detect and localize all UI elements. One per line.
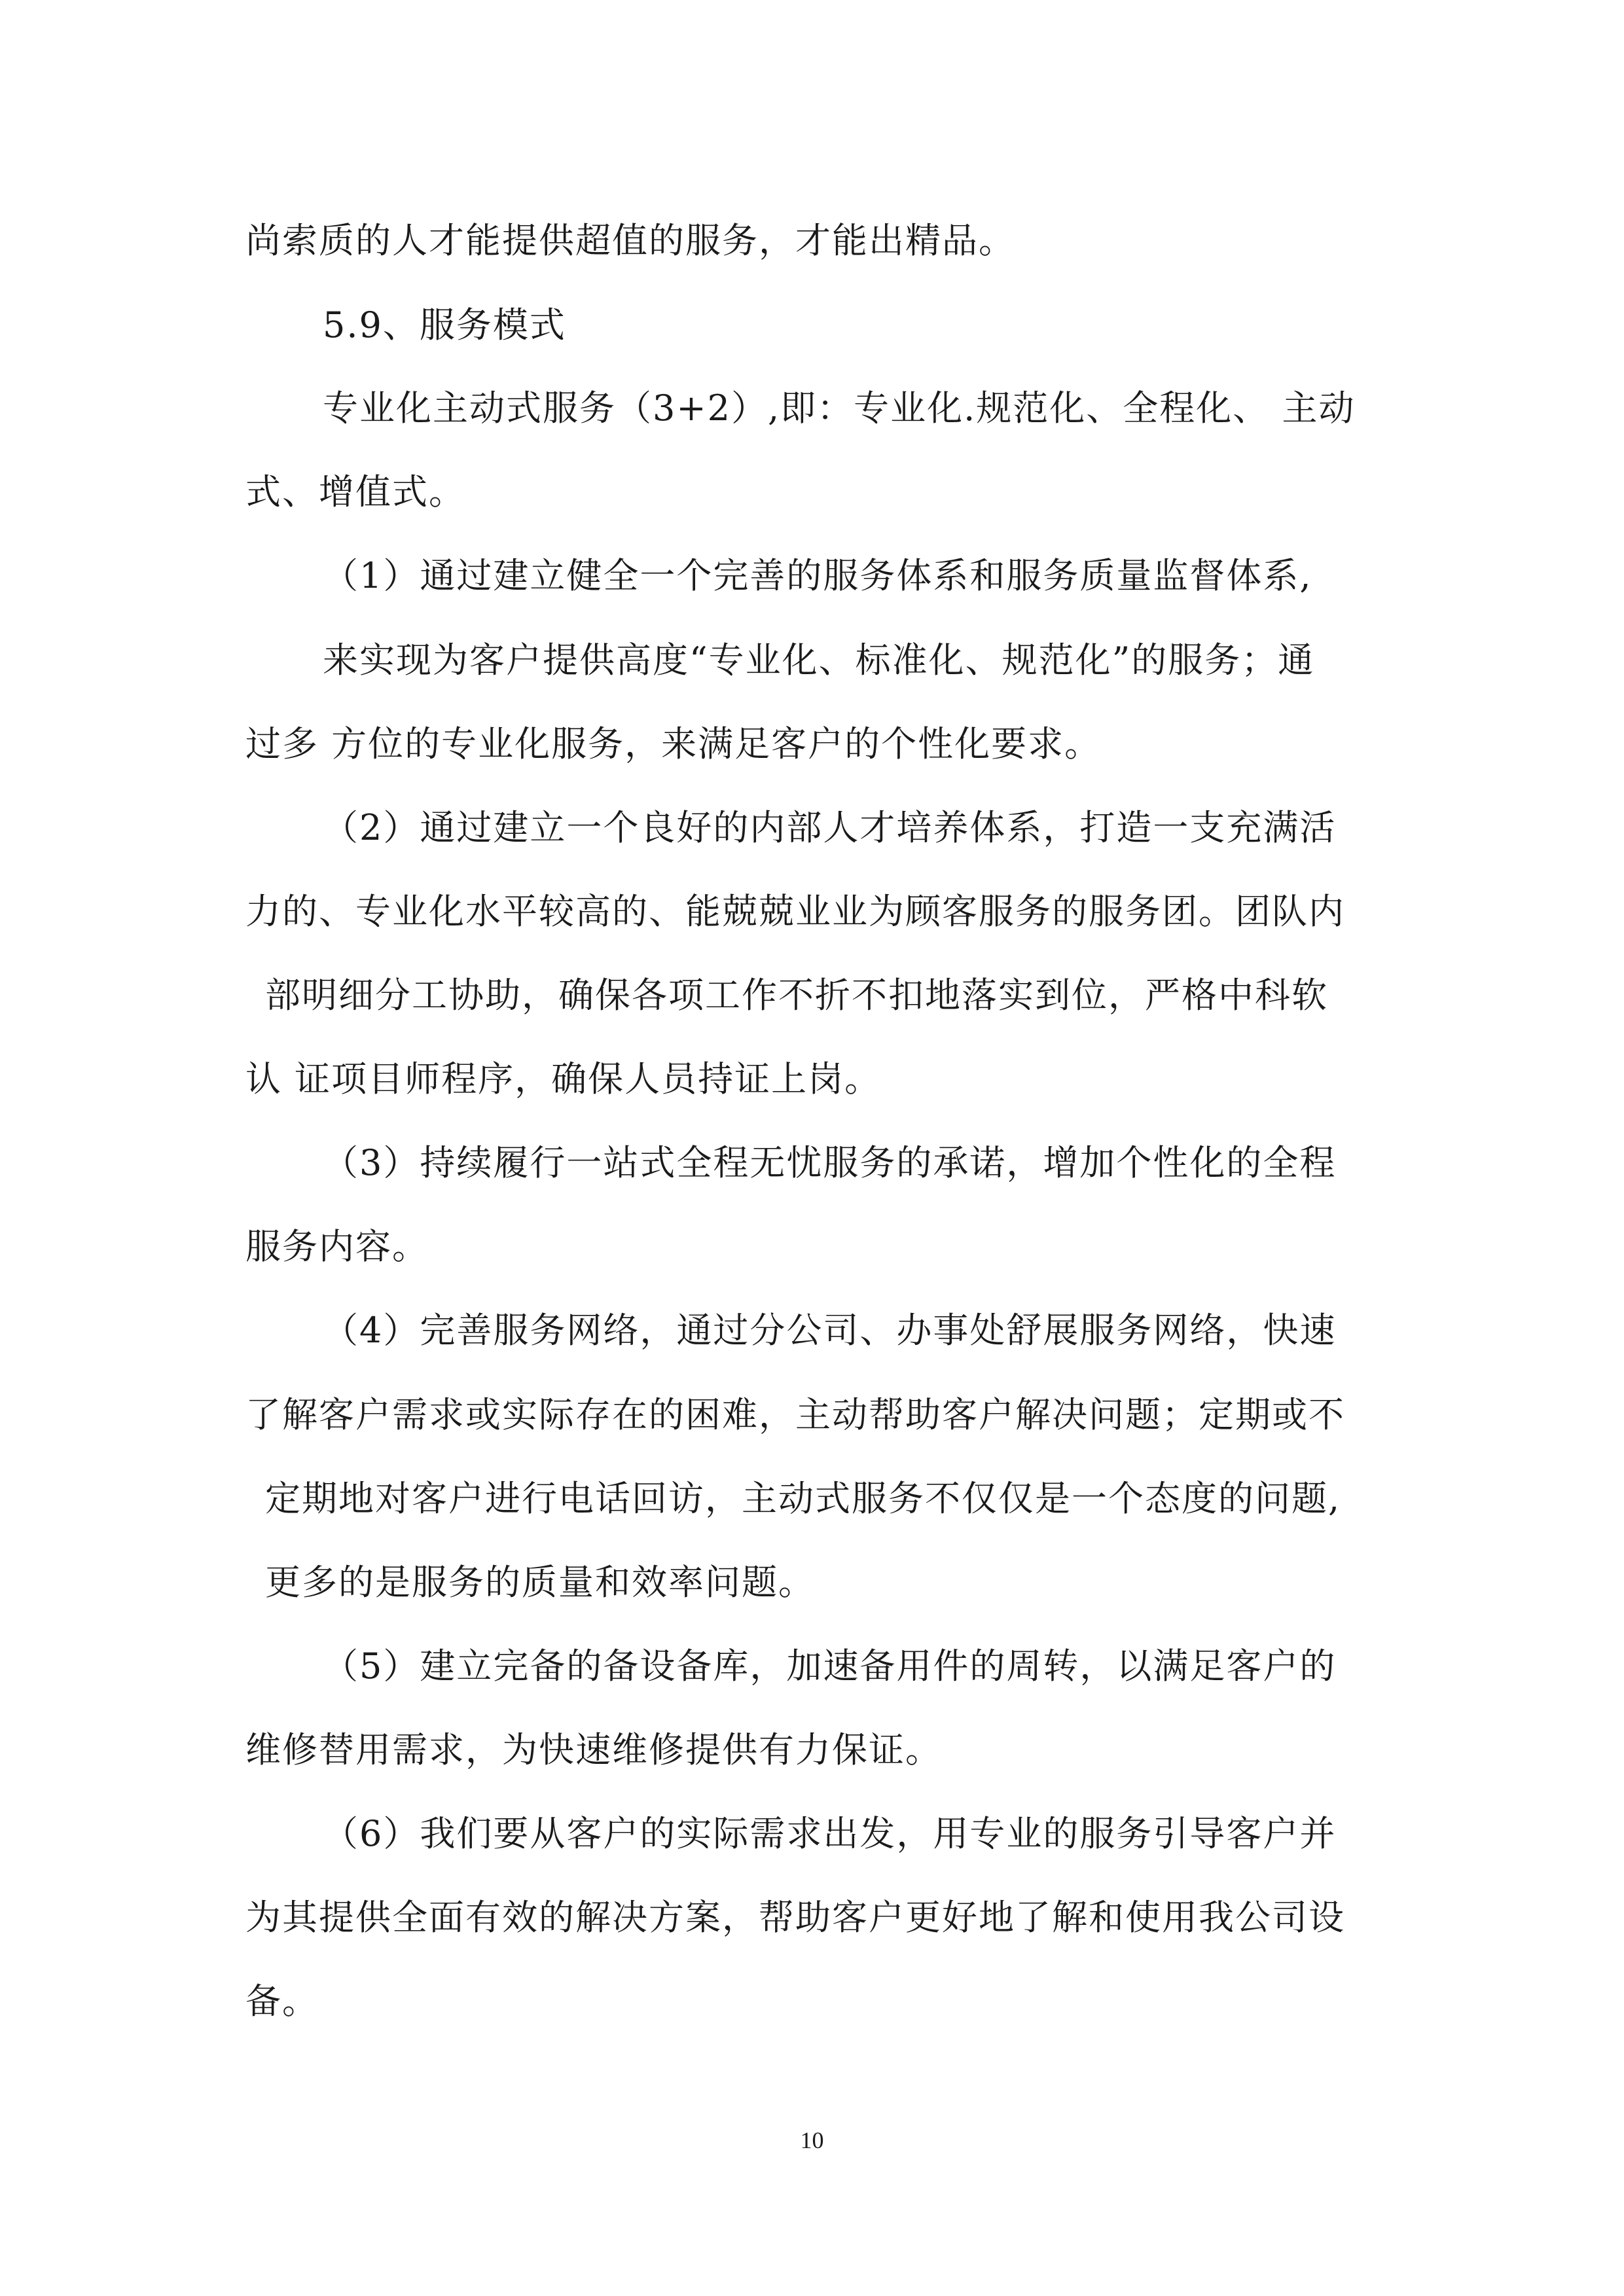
text-line: 了解客户需求或实际存在的困难，主动帮助客户解决问题；定期或不 (245, 1394, 1345, 1435)
text-line: （5）建立完备的备设备库，加速备用件的周转，以满足客户的 (323, 1645, 1337, 1687)
text-line: （3）持续履行一站式全程无忧服务的承诺，增加个性化的全程 (323, 1142, 1337, 1183)
section-heading: 5.9、服务模式 (323, 304, 566, 346)
text-line: （6）我们要从客户的实际需求出发，用专业的服务引导客户并 (323, 1813, 1337, 1854)
text-line: （4）完善服务网络，通过分公司、办事处舒展服务网络，快速 (323, 1310, 1337, 1351)
text-line: 专业化主动式服务（3+2）,即：专业化.规范化、全程化、 主动 (323, 387, 1356, 429)
text-line: 更多的是服务的质量和效率问题。 (265, 1562, 815, 1603)
text-line: （2）通过建立一个良好的内部人才培养体系，打造一支充满活 (323, 807, 1337, 848)
text-line: （1）通过建立健全一个完善的服务体系和服务质量监督体系, (323, 555, 1312, 596)
text-line: 维修替用需求，为快速维修提供有力保证。 (245, 1729, 942, 1770)
page-number: 10 (800, 2127, 824, 2153)
text-line: 备。 (245, 1981, 319, 2022)
text-line: 力的、专业化水平较高的、能兢兢业业为顾客服务的服务团。团队内 (245, 891, 1345, 932)
text-line: 过多 方位的专业化服务，来满足客户的个性化要求。 (245, 723, 1102, 764)
text-line: 定期地对客户进行电话回访，主动式服务不仅仅是一个态度的问题, (265, 1478, 1341, 1519)
text-line: 部明细分工协助，确保各项工作不折不扣地落实到位，严格中科软 (265, 975, 1328, 1016)
text-line: 认 证项目师程序，确保人员持证上岗。 (245, 1058, 882, 1100)
text-line: 式、增值式。 (245, 471, 465, 512)
text-line: 来实现为客户提供高度“专业化、标准化、规范化”的服务；通 (323, 639, 1315, 681)
text-line: 为其提供全面有效的解决方案，帮助客户更好地了解和使用我公司设 (245, 1897, 1345, 1938)
text-line: 尚索质的人才能提供超值的服务，才能出精品。 (245, 220, 1015, 261)
text-line: 服务内容。 (245, 1226, 429, 1267)
